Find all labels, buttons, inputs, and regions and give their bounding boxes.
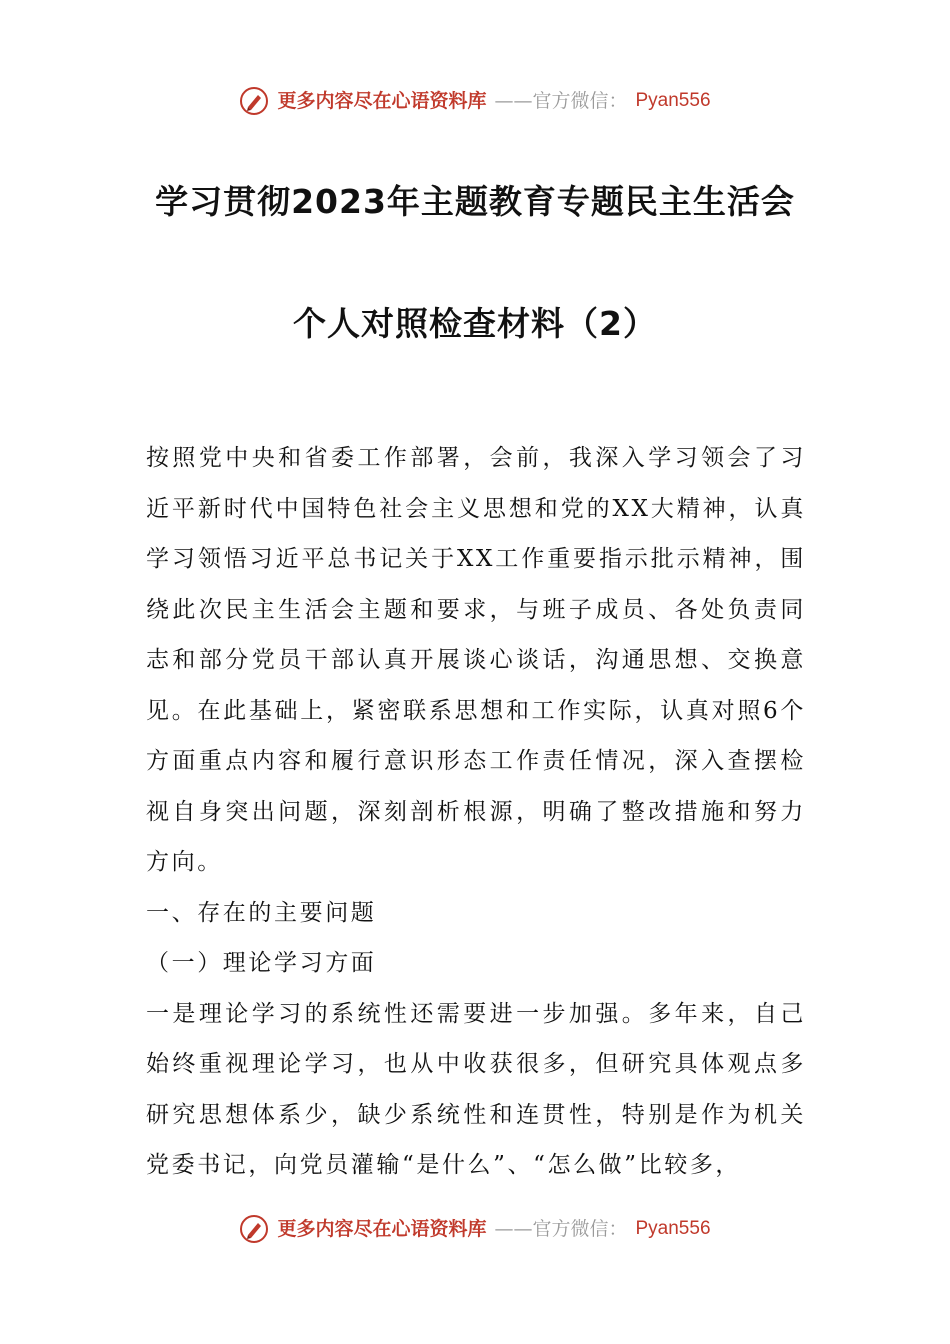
header-watermark: [0, 86, 950, 116]
document-title-line-1: 学习贯彻2023年主题教育专题民主生活会: [155, 182, 795, 221]
watermark-main-text: 更多内容尽在心语资料库: [277, 1218, 487, 1240]
document-title-line-2: 个人对照检查材料（2）: [293, 304, 657, 343]
watermark-separator-text: ——官方微信：: [494, 1218, 628, 1240]
section-heading-problems: 一、存在的主要问题: [146, 899, 377, 926]
body-paragraph-theory-1: 一是理论学习的系统性还需要进一步加强。多年来，自己始终重视理论学习，也从中收获很多，但研究具体观点多研究思想体系少，缺少系统性和连贯性，特别是作为机关党委书记，向党员灌输“是什么”、“怎么做”比较多，: [146, 1000, 806, 1178]
watermark-wechat-id: Pyan556: [635, 90, 711, 111]
watermark-separator-text: ——官方微信：: [494, 90, 628, 112]
pen-logo-icon: [239, 1214, 269, 1244]
watermark-main-text: 更多内容尽在心语资料库: [277, 90, 487, 112]
subsection-heading-theory: （一）理论学习方面: [146, 950, 377, 976]
pen-logo-icon: [239, 86, 269, 116]
footer-watermark: [0, 1214, 950, 1244]
body-paragraph-intro: 按照党中央和省委工作部署，会前，我深入学习领会了习近平新时代中国特色社会主义思想和党的XX大精神，认真学习领悟习近平总书记关于XX工作重要指示批示精神，围绕此次民主生活会主题和要求，与班子成员、各处负责同志和部分党员干部认真开展谈心谈话，沟通思想、交换意见。在此基础上，紧密联系思想和工作实际，认真对照6个方面重点内容和履行意识形态工作责任情况，深入查摆检视自身突出问题，深刻剖析根源，明确了整改措施和努力方向。: [146, 445, 806, 875]
watermark-wechat-id: Pyan556: [635, 1218, 711, 1239]
document-body: [146, 433, 806, 1191]
